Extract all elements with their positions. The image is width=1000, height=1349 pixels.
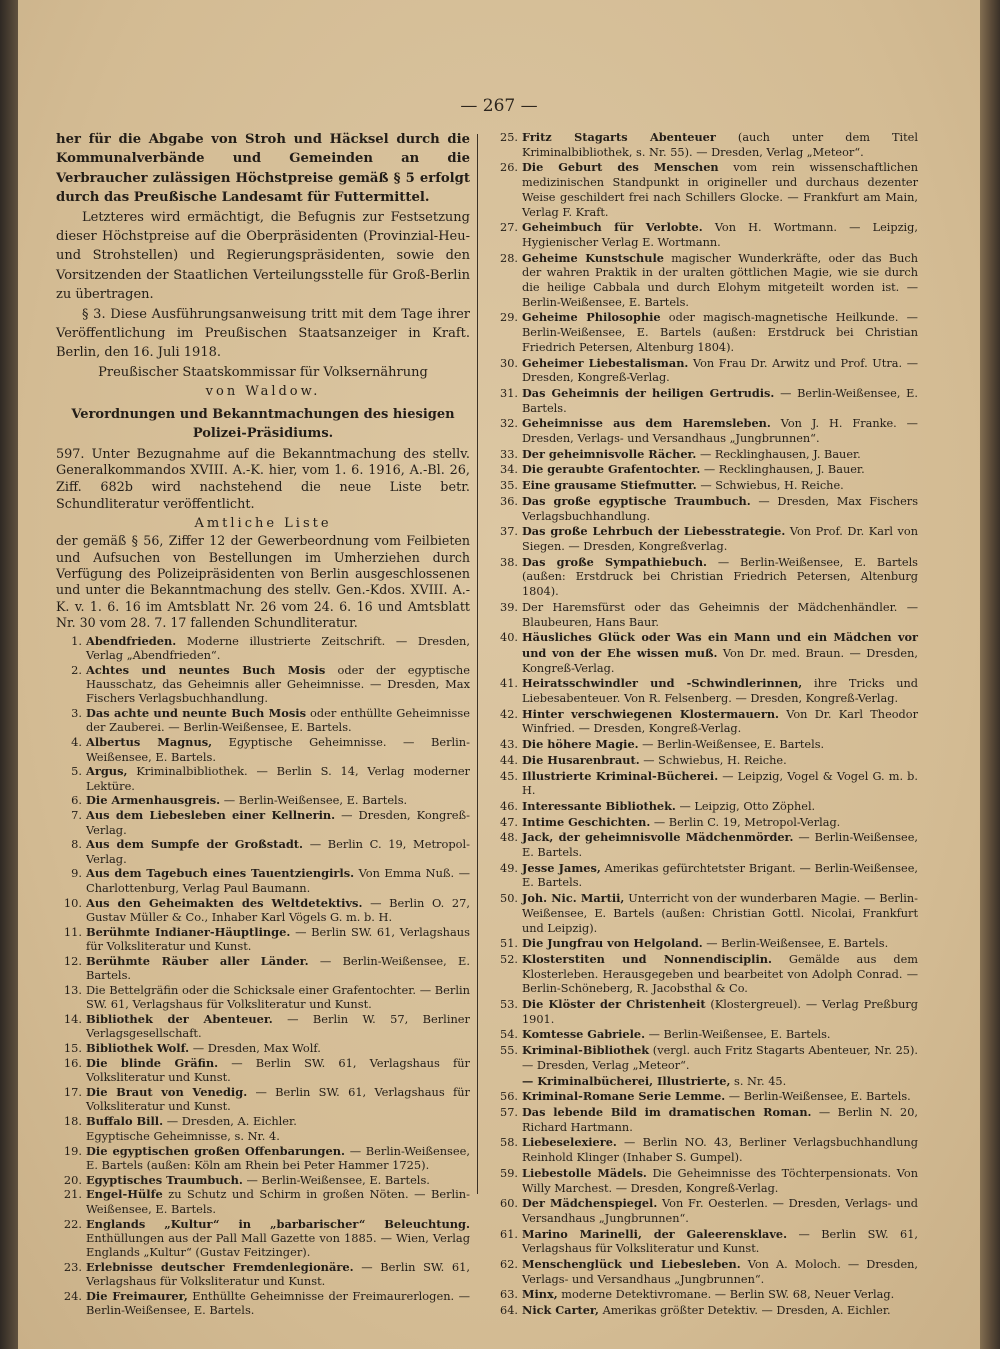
list-entry: [488, 1196, 918, 1226]
entry-title: — Kriminalbücherei, Illustrierte,: [522, 1073, 731, 1088]
list-entry: [488, 815, 918, 831]
entry-number: 24.: [63, 1289, 82, 1304]
entry-title: Buffalo Bill.: [86, 1113, 164, 1128]
list-entry: [56, 1173, 470, 1187]
entry-title: Geheimnisse aus dem Haremsleben.: [522, 416, 771, 431]
list-entry: [56, 925, 470, 954]
list-entry: [488, 160, 918, 220]
list-entry: [488, 936, 918, 952]
entry-number: 56.: [500, 1090, 518, 1104]
entry-number: 33.: [500, 447, 518, 461]
entry-details: (vergl. auch Fritz Stagarts Abenteuer, Nr. 25). — Dresden, Verlag „Meteor“.: [522, 1044, 918, 1072]
entry-details: — Recklinghausen, J. Bauer.: [700, 463, 865, 477]
entry-details: — Berlin C. 19, Metropol-Verlag.: [650, 815, 841, 829]
entry-details: (Klostergreuel). — Verlag Preßburg 1901.: [522, 998, 918, 1026]
entry-number: 36.: [500, 494, 518, 508]
entry-details: Die Bettelgräfin oder die Schicksale einer Grafentochter. — Berlin SW. 61, Verlagshaus für Volksliteratur und Kunst.: [86, 982, 470, 1012]
list-entry: [488, 356, 918, 386]
entry-number: 26.: [500, 161, 518, 175]
entry-details: zu Schutz und Schirm in großen Nöten. — Berlin-Weißensee, E. Bartels.: [86, 1187, 470, 1216]
entry-title: Berühmte Räuber aller Länder.: [86, 953, 309, 968]
entry-title: Aus dem Liebesleben einer Kellnerin.: [86, 808, 336, 823]
entry-details: — Berlin-Weißensee, E. Bartels.: [725, 1090, 911, 1104]
entry-number: 17.: [63, 1084, 82, 1099]
entry-title: Kriminal-Romane Serie Lemme.: [522, 1089, 726, 1104]
entry-title: Berühmte Indianer-Häuptlinge.: [86, 924, 291, 939]
entry-details: — Berlin NO. 43, Berliner Verlagsbuchhandlung Reinhold Klinger (Inhaber S. Gumpel).: [522, 1136, 918, 1165]
entry-number: 10.: [63, 895, 82, 910]
entry-number: 40.: [500, 631, 518, 645]
entry-details: Von Dr. med. Braun. — Dresden, Kongreß-Verlag.: [522, 646, 918, 675]
entry-title: Bibliothek Wolf.: [86, 1041, 190, 1055]
list-entry: [488, 1166, 918, 1196]
list-entry: [488, 251, 918, 311]
entry-title: Kriminal-Bibliothek: [522, 1043, 650, 1058]
entry-details: vom rein wissenschaftlichen medizinischen Standpunkt in origineller und durchaus dezenter Weise geschildert frei nach Schillers Glocke. — Frankfurt am Main, Verlag F. Kraft.: [522, 161, 918, 219]
entry-title: Interessante Bibliothek.: [522, 798, 676, 813]
entry-title: Jack, der geheimnisvolle Mädchenmörder.: [522, 830, 794, 845]
entry-title: Die egyptischen großen Offenbarungen.: [86, 1143, 346, 1158]
entry-number: 57.: [500, 1106, 518, 1119]
entry-number: 38.: [500, 555, 518, 569]
entry-details: moderne Detektivromane. — Berlin SW. 68, Neuer Verlag.: [557, 1288, 895, 1302]
list-entry: [56, 866, 470, 895]
entry-number: 49.: [500, 861, 518, 875]
list-entry: [488, 310, 918, 355]
entry-details: Von Frau Dr. Arwitz und Prof. Utra. — Dresden, Kongreß-Verlag.: [522, 356, 918, 385]
list-entry: [56, 1289, 470, 1318]
entry-number: 34.: [500, 463, 518, 477]
entry-details: — Schwiebus, H. Reiche.: [696, 479, 844, 493]
entry-title: Die Klöster der Christenheit: [522, 997, 706, 1012]
entry-number: 54.: [500, 1028, 518, 1042]
entry-title: Die Geburt des Menschen: [522, 160, 719, 175]
list-intro: der gemäß § 56, Ziffer 12 der Gewerbeordnung vom Feilbieten und Aufsuchen von Bestellungen im Umherziehen durch Verfügung des Polizeipräsidenten von Berlin ausgeschlossenen und unter die Bekanntmachung des stellv. Gen.-Kdos. XVIII. A.-K. v. 1. 6. 16 im Amtsblatt Nr. 26 vom 24. 6. 16 und Amtsblatt Nr. 30 vom 28. 7. 17 fallenden Schundliteratur.: [56, 533, 470, 631]
list-entry: [56, 896, 470, 925]
entry-title: Erlebnisse deutscher Fremdenlegionäre.: [86, 1259, 354, 1274]
list-entry: [488, 1287, 918, 1303]
entry-number: 35.: [500, 479, 518, 493]
entry-details: Unterricht von der wunderbaren Magie. — Berlin-Weißensee, E. Bartels (außen: Christian Gottl. Nicolai, Frankfurt und Leipzig).: [522, 892, 918, 935]
entry-title: Englands „Kultur“ in „barbarischer“ Beleuchtung.: [86, 1216, 470, 1231]
entry-title: Minx,: [522, 1287, 558, 1302]
entry-title: Die Armenhausgreis.: [86, 793, 221, 808]
decree-paragraph: 597. Unter Bezugnahme auf die Bekanntmachung des stellv. Generalkommandos XVIII. A.-K. hier, vom 1. 6. 1916, A.-Bl. 26, Ziff. 682b wird nachstehend die neue Liste betr. Schundliteratur veröffentlicht.: [56, 446, 470, 512]
entry-number: 59.: [500, 1166, 518, 1180]
paragraph-effective-date: § 3. Diese Ausführungsanweisung tritt mit dem Tage ihrer Veröffentlichung im Preußischen Staatsanzeiger in Kraft. Berlin, den 16. Juli 1918.: [56, 306, 470, 361]
entry-details: Moderne illustrierte Zeitschrift. — Dresden, Verlag „Abendfrieden“.: [86, 633, 470, 662]
entry-number: 52.: [500, 952, 518, 966]
right-entry-list: [488, 130, 918, 1319]
entry-details: Egyptische Geheimnisse. — Berlin-Weißensee, E. Bartels.: [86, 735, 470, 764]
signature-name: von Waldow.: [205, 383, 321, 399]
entry-number: 20.: [63, 1172, 82, 1187]
entry-details: — Berlin-Weißensee, E. Bartels.: [522, 386, 918, 415]
list-entry: [488, 737, 918, 753]
entry-number: 12.: [63, 953, 82, 968]
list-entry: [56, 1260, 470, 1289]
entry-number: 25.: [500, 131, 518, 144]
list-entry: [488, 416, 918, 446]
entry-details: Gemälde aus dem Klosterleben. Herausgegeben und bearbeitet von Adolph Conrad. — Berlin-Schöneberg, R. Jacobsthal & Co.: [522, 952, 918, 996]
entry-details: (auch unter dem Titel Kriminalbibliothek, s. Nr. 55). — Dresden, Verlag „Meteor“.: [522, 131, 918, 159]
entry-title: Das Geheimnis der heiligen Gertrudis.: [522, 385, 775, 400]
entry-number: 11.: [63, 924, 82, 939]
entry-title: Engel-Hülfe: [86, 1187, 163, 1202]
entry-number: 7.: [71, 808, 82, 823]
page-number: — 267 —: [460, 96, 538, 116]
entry-title: Das große Lehrbuch der Liebesstrategie.: [522, 524, 786, 539]
list-entry: [56, 1056, 470, 1085]
list-entry: [488, 1074, 918, 1090]
entry-details: — Dresden, Max Fischers Verlagsbuchhandlung.: [522, 494, 918, 523]
list-entry: [488, 555, 918, 600]
left-column: [56, 130, 470, 1318]
list-entry: [488, 997, 918, 1027]
entry-number: 16.: [63, 1055, 82, 1070]
entry-details: Egyptische Geheimnisse, s. Nr. 4.: [86, 1128, 280, 1143]
entry-number: 19.: [63, 1143, 82, 1158]
entry-details: Von Emma Nuß. — Charlottenburg, Verlag Paul Baumann.: [86, 866, 470, 895]
entry-details: Amerikas gefürchtetster Brigant. — Berlin-Weißensee, E. Bartels.: [522, 861, 918, 890]
entry-number: 13.: [63, 982, 82, 997]
list-entry: [56, 706, 470, 735]
entry-number: 44.: [500, 753, 518, 767]
entry-title: Albertus Magnus,: [86, 735, 213, 750]
list-entry: [488, 830, 918, 860]
entry-title: Eine grausame Stiefmutter.: [522, 478, 697, 493]
entry-number: 6.: [71, 793, 82, 808]
entry-title: Geheimer Liebestalisman.: [522, 355, 689, 370]
entry-number: 22.: [63, 1216, 82, 1231]
section-heading: Verordnungen und Bekanntmachungen des hiesigen Polizei-Präsidiums.: [71, 406, 455, 441]
entry-details: Von Prof. Dr. Karl von Siegen. — Dresden, Kongreßverlag.: [522, 525, 919, 553]
entry-number: 60.: [500, 1197, 518, 1211]
entry-details: — Berlin-Weißensee, E. Bartels (außen: Erstdruck bei Christian Friedrich Petersen, Altenburg 1804).: [522, 555, 918, 599]
entry-details: Enthüllte Geheimnisse der Freimaurerlogen. — Berlin-Weißensee, E. Bartels.: [86, 1289, 470, 1318]
entry-number: 14.: [63, 1011, 82, 1026]
list-entry: [488, 220, 918, 250]
list-entry: [488, 861, 918, 891]
entry-number: 23.: [63, 1259, 82, 1274]
list-entry: [56, 1217, 470, 1260]
entry-title: Komtesse Gabriele.: [522, 1027, 646, 1042]
entry-details: ihre Tricks und Liebesabenteuer. Von R. Felsenberg. — Dresden, Kongreß-Verlag.: [522, 677, 918, 706]
entry-number: 64.: [500, 1304, 518, 1318]
entry-details: — Berlin-Weißensee, E. Bartels (außen: Köln am Rhein bei Peter Hammer 1725).: [86, 1143, 470, 1172]
entry-title: Das große egyptische Traumbuch.: [522, 493, 751, 508]
entry-number: 21.: [63, 1187, 82, 1202]
entry-number: 4.: [71, 735, 82, 750]
list-entry: [488, 1089, 918, 1105]
entry-details: — Dresden, A. Eichler.: [163, 1113, 297, 1128]
list-entry: [56, 764, 470, 793]
list-entry: [488, 600, 918, 630]
entry-details: — Berlin-Weißensee, E. Bartels.: [86, 953, 470, 983]
entry-number: 58.: [500, 1136, 518, 1150]
entry-details: — Berlin SW. 61, Verlagshaus für Volksliteratur und Kunst.: [522, 1227, 919, 1256]
left-entry-list: [56, 634, 470, 1318]
entry-number: 63.: [500, 1288, 518, 1302]
entry-details: — Leipzig, Vogel & Vogel G. m. b. H.: [522, 769, 918, 798]
entry-title: Abendfrieden.: [86, 633, 177, 648]
entry-title: Die höhere Magie.: [522, 737, 639, 752]
entry-title: Bibliothek der Abenteuer.: [86, 1011, 273, 1026]
list-entry: [488, 769, 918, 799]
entry-number: 61.: [500, 1227, 518, 1241]
entry-details: Die Geheimnisse des Töchterpensionats. Von Willy Marchest. — Dresden, Kongreß-Verlag.: [522, 1166, 918, 1195]
list-entry: [488, 799, 918, 815]
entry-number: 47.: [500, 815, 518, 829]
entry-title: Geheime Kunstschule: [522, 250, 664, 265]
entry-details: — Berlin SW. 61, Verlagshaus für Volksliteratur und Kunst.: [86, 1055, 470, 1085]
entry-number: 29.: [500, 311, 518, 325]
list-entry: [488, 462, 918, 478]
list-entry: [488, 1227, 918, 1257]
entry-details: — Berlin-Weißensee, E. Bartels.: [645, 1028, 831, 1042]
entry-title: Die geraubte Grafentochter.: [522, 462, 701, 477]
entry-number: 48.: [500, 831, 518, 845]
entry-number: 1.: [71, 633, 82, 648]
list-entry: [488, 630, 918, 676]
entry-number: 8.: [71, 837, 82, 852]
list-entry: [56, 954, 470, 983]
entry-title: Das lebende Bild im dramatischen Roman.: [522, 1105, 812, 1119]
entry-details: — Berlin-Weißensee, E. Bartels.: [242, 1172, 430, 1187]
list-entry: [488, 524, 918, 554]
list-entry: [56, 1085, 470, 1114]
entry-details: — Berlin-Weißensee, E. Bartels.: [638, 738, 825, 752]
list-entry: [56, 793, 470, 807]
entry-number: 30.: [500, 356, 518, 370]
list-entry: [56, 1114, 470, 1128]
entry-details: — Berlin-Weißensee, E. Bartels.: [220, 793, 408, 808]
list-entry: [488, 707, 918, 737]
list-entry: [488, 1135, 918, 1165]
entry-details: — Berlin-Weißensee, E. Bartels.: [522, 831, 918, 860]
list-entry: [488, 478, 918, 494]
paragraph-authorization: Letzteres wird ermächtigt, die Befugnis zur Festsetzung dieser Höchstpreise auf die Oberpräsidenten (Provinzial-Heu- und Strohstellen) und Regierungspräsidenten, sowie den Vorsitzenden der Staatlichen Verteilungsstelle für Groß-Berlin zu übertragen.: [56, 209, 470, 303]
list-entry: [56, 634, 470, 663]
entry-title: Intime Geschichten.: [522, 814, 651, 829]
list-entry: [488, 952, 918, 997]
entry-details: — Dresden, Max Wolf.: [189, 1041, 321, 1055]
entry-title: Hinter verschwiegenen Klostermauern.: [522, 706, 779, 721]
list-entry: [56, 1187, 470, 1216]
entry-number: 43.: [500, 738, 518, 752]
entry-number: 5.: [71, 764, 82, 779]
list-entry: [488, 1257, 918, 1287]
intro-paragraph: her für die Abgabe von Stroh und Häcksel durch die Kommunalverbände und Gemeinden an die Verbraucher zulässigen Höchstpreise gemäß § 5 erfolgt durch das Preußische Landesamt für Futtermittel.: [56, 132, 470, 206]
list-entry: [56, 808, 470, 837]
entry-number: 46.: [500, 799, 518, 813]
right-column: [488, 130, 918, 1319]
entry-title: Das achte und neunte Buch Mosis: [86, 706, 307, 721]
entry-details: — Berlin SW. 61, Verlagshaus für Volksliteratur und Kunst.: [86, 924, 470, 953]
list-entry: [56, 1144, 470, 1173]
entry-details: — Recklinghausen, J. Bauer.: [696, 447, 861, 461]
list-entry: [488, 753, 918, 769]
entry-details: Kriminalbibliothek. — Berlin S. 14, Verlag moderner Lektüre.: [86, 764, 470, 793]
book-edge: [978, 0, 1000, 1349]
list-entry: [488, 676, 918, 706]
entry-title: Joh. Nic. Martii,: [522, 891, 625, 906]
list-entry: [488, 130, 918, 160]
list-entry: [488, 494, 918, 524]
entry-number: 55.: [500, 1044, 518, 1058]
entry-details: — Berlin SW. 61, Verlagshaus für Volksliteratur und Kunst.: [86, 1259, 470, 1289]
entry-details: Von A. Moloch. — Dresden, Verlags- und Versandhaus „Jungbrunnen“.: [522, 1258, 919, 1286]
entry-details: Von Fr. Oesterlen. — Dresden, Verlags- und Versandhaus „Jungbrunnen“.: [522, 1197, 918, 1225]
entry-title: Die Jungfrau von Helgoland.: [522, 936, 703, 951]
entry-details: oder magisch-magnetische Heilkunde. — Berlin-Weißensee, E. Bartels (außen: Erstdruck bei Christian Friedrich Petersen, Altenburg 1804).: [522, 311, 918, 354]
entry-title: Klosterstiten und Nonnendisciplin.: [522, 951, 772, 966]
entry-number: 62.: [500, 1258, 518, 1272]
entry-title: Heiratsschwindler und -Schwindlerinnen,: [522, 676, 803, 691]
entry-title: Die Freimaurer,: [86, 1289, 188, 1304]
list-entry: [488, 386, 918, 416]
entry-title: Die Braut von Venedig.: [86, 1084, 248, 1099]
list-entry: [56, 1041, 470, 1055]
list-entry: [488, 1043, 918, 1073]
signature-office: Preußischer Staatskommissar für Volksernährung: [98, 364, 428, 380]
entry-details: Von J. H. Franke. — Dresden, Verlags- und Versandhaus „Jungbrunnen“.: [522, 417, 918, 446]
entry-title: Jesse James,: [522, 860, 601, 875]
entry-title: Argus,: [86, 764, 128, 779]
entry-title: Der geheimnisvolle Rächer.: [522, 446, 697, 461]
entry-title: Egyptisches Traumbuch.: [86, 1172, 243, 1187]
entry-details: Enthüllungen aus der Pall Mall Gazette von 1885. — Wien, Verlag Englands „Kultur“ (Gustav Feitzinger).: [86, 1230, 470, 1260]
entry-number: 31.: [500, 386, 518, 400]
paper-sheet: [18, 0, 980, 1349]
entry-details: oder der egyptische Hausschatz, das Geheimnis aller Geheimnisse. — Dresden, Max Fischers Verlagsbuchhandlung.: [86, 662, 470, 706]
entry-details: Amerikas größter Detektiv. — Dresden, A. Eichler.: [599, 1304, 891, 1318]
entry-title: Aus dem Tagebuch eines Tauentziengirls.: [86, 866, 355, 881]
entry-title: Der Mädchenspiegel.: [522, 1196, 658, 1211]
list-entry: [488, 1027, 918, 1043]
entry-details: oder enthüllte Geheimnisse der Zauberei. — Berlin-Weißensee, E. Bartels.: [86, 706, 470, 735]
entry-title: Fritz Stagarts Abenteuer: [522, 130, 716, 144]
entry-details: — Leipzig, Otto Zöphel.: [675, 799, 816, 813]
column-divider: [477, 134, 478, 1194]
entry-number: 37.: [500, 525, 518, 539]
entry-title: Aus dem Sumpfe der Großstadt.: [86, 837, 304, 852]
entry-number: 18.: [63, 1113, 82, 1128]
list-entry: [56, 983, 470, 1012]
entry-details: — Berlin O. 27, Gustav Müller & Co., Inhaber Karl Vögels G. m. b. H.: [86, 895, 470, 924]
entry-details: — Berlin C. 19, Metropol-Verlag.: [86, 837, 470, 866]
entry-title: Aus den Geheimakten des Weltdetektivs.: [86, 895, 363, 910]
list-entry: [56, 1129, 470, 1143]
entry-title: Geheimbuch für Verlobte.: [522, 220, 703, 235]
entry-title: Häusliches Glück oder Was ein Mann und ein Mädchen vor und von der Ehe wissen muß.: [522, 630, 918, 660]
entry-details: Der Haremsfürst oder das Geheimnis der Mädchenhändler. — Blaubeuren, Hans Baur.: [522, 600, 918, 629]
list-entry: [488, 447, 918, 463]
entry-number: 15.: [63, 1041, 82, 1055]
entry-title: Das große Sympathiebuch.: [522, 554, 707, 569]
entry-number: 27.: [500, 221, 518, 235]
entry-details: magischer Wunderkräfte, oder das Buch der wahren Praktik in der uralten göttlichen Magie, wie sie durch die heilige Cabbala und durch Elohym mitgeteilt worden ist. — Berlin-Weißensee, E. Bartels.: [522, 251, 918, 309]
entry-title: Die Husarenbraut.: [522, 752, 640, 767]
entry-number: 32.: [500, 417, 518, 431]
entry-title: Liebeselexiere.: [522, 1135, 617, 1150]
list-entry: [56, 735, 470, 764]
entry-title: Nick Carter,: [522, 1303, 599, 1318]
list-entry: [488, 891, 918, 936]
entry-title: Liebestolle Mädels.: [522, 1165, 647, 1180]
entry-details: — Berlin W. 57, Berliner Verlagsgesellschaft.: [86, 1011, 470, 1041]
entry-number: 2.: [71, 662, 82, 677]
list-entry: [56, 1012, 470, 1041]
entry-number: 3.: [71, 706, 82, 721]
entry-details: — Schwiebus, H. Reiche.: [639, 753, 787, 767]
entry-number: 51.: [500, 937, 518, 951]
entry-details: — Berlin SW. 61, Verlagshaus für Volksliteratur und Kunst.: [86, 1084, 471, 1114]
entry-number: 28.: [500, 251, 518, 265]
entry-title: Marino Marinelli, der Galeerensklave.: [522, 1226, 788, 1241]
entry-details: — Berlin-Weißensee, E. Bartels.: [702, 937, 889, 951]
entry-number: 42.: [500, 707, 518, 721]
entry-details: — Dresden, Kongreß-Verlag.: [86, 808, 470, 837]
list-entry: [56, 663, 470, 706]
entry-details: Von Dr. Karl Theodor Winfried. — Dresden, Kongreß-Verlag.: [522, 707, 918, 736]
list-entry: [56, 837, 470, 866]
entry-number: 53.: [500, 998, 518, 1012]
list-title: Amtliche Liste: [194, 516, 332, 532]
entry-number: 9.: [71, 866, 82, 881]
list-entry: [488, 1303, 918, 1319]
entry-number: 45.: [500, 769, 518, 783]
entry-title: Die blinde Gräfin.: [86, 1055, 219, 1070]
entry-title: Menschenglück und Liebesleben.: [522, 1257, 741, 1272]
entry-details: Von H. Wortmann. — Leipzig, Hygienischer Verlag E. Wortmann.: [522, 221, 918, 249]
entry-title: Illustrierte Kriminal-Bücherei.: [522, 768, 719, 783]
entry-title: Geheime Philosophie: [522, 310, 661, 325]
entry-details: — Berlin N. 20, Richard Hartmann.: [522, 1106, 918, 1134]
list-entry: [488, 1105, 918, 1135]
entry-number: 41.: [500, 677, 518, 691]
entry-details: s. Nr. 45.: [730, 1074, 787, 1088]
entry-number: 39.: [500, 600, 518, 614]
entry-title: Achtes und neuntes Buch Mosis: [86, 662, 326, 677]
entry-number: 50.: [500, 892, 518, 906]
